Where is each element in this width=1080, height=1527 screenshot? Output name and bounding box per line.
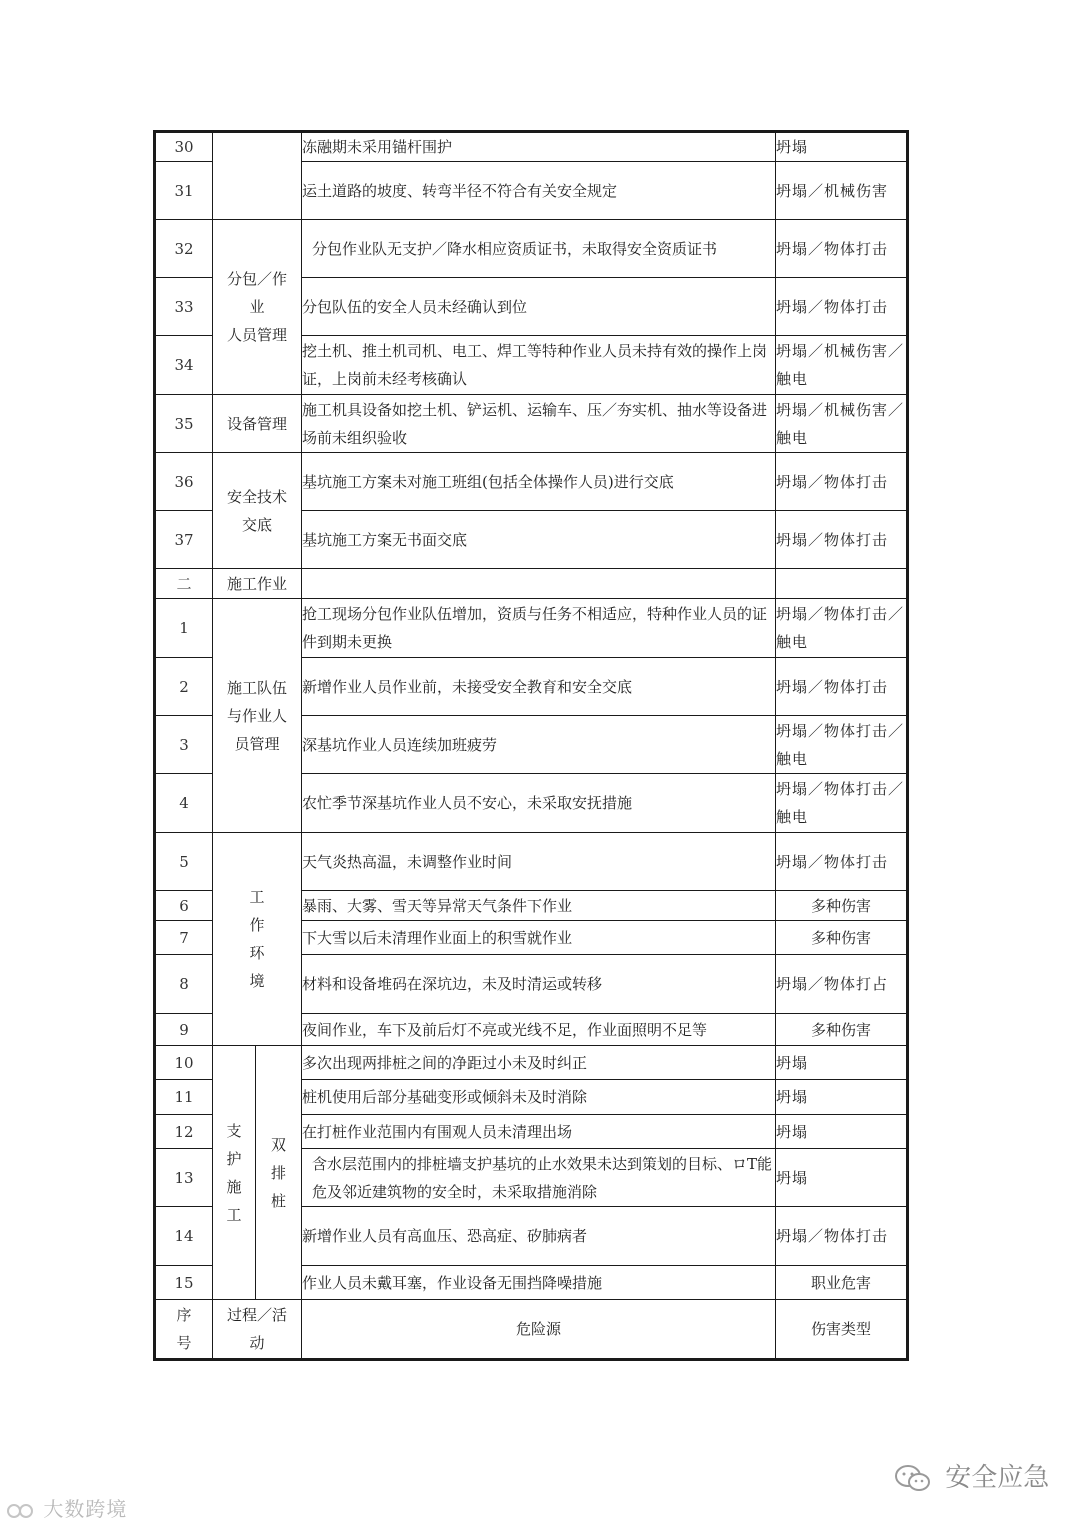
- row-number: 8: [155, 955, 213, 1014]
- row-number: 11: [155, 1080, 213, 1115]
- harm-type-cell: 坍塌／物体打击／触电: [776, 716, 908, 774]
- section-empty-type: [776, 569, 908, 599]
- process-subcontract: 分包／作 业 人员管理: [213, 220, 302, 395]
- table-row: [155, 220, 908, 278]
- table-row: [155, 132, 908, 162]
- row-number: 2: [155, 658, 213, 716]
- watermark-left-text: 大数跨境: [43, 1497, 128, 1521]
- hazard-table: [153, 130, 909, 1361]
- harm-type-cell: 坍塌／物体打击: [776, 658, 908, 716]
- hazard-cell: 新增作业人员作业前，未接受安全教育和安全交底: [302, 658, 776, 716]
- harm-type-cell: 坍塌／物体打击: [776, 1207, 908, 1266]
- table-row: [155, 833, 908, 891]
- hazard-cell: 暴雨、大雾、雪天等异常天气条件下作业: [302, 891, 776, 921]
- row-number: 14: [155, 1207, 213, 1266]
- hazard-cell: 基坑施工方案无书面交底: [302, 511, 776, 569]
- header-process: 过程／活 动: [213, 1300, 302, 1360]
- hazard-cell: 作业人员未戴耳塞，作业设备无围挡降噪措施: [302, 1266, 776, 1300]
- table-row: [155, 453, 908, 511]
- watermark-right: [893, 1457, 1049, 1495]
- row-number: 35: [155, 395, 213, 453]
- hazard-cell: 在打桩作业范围内有围观人员未清理出场: [302, 1115, 776, 1149]
- harm-type-cell: 坍塌／物体打击: [776, 278, 908, 336]
- row-number: 5: [155, 833, 213, 891]
- section-row: [155, 569, 908, 599]
- harm-type-cell: 坍塌／机械伤害／触电: [776, 336, 908, 395]
- row-number: 12: [155, 1115, 213, 1149]
- hazard-cell: 多次出现两排桩之间的净距过小未及时纠正: [302, 1046, 776, 1080]
- hazard-cell: 运土道路的坡度、转弯半径不符合有关安全规定: [302, 162, 776, 220]
- hazard-cell: 施工机具设备如挖土机、铲运机、运输车、压／夯实机、抽水等设备进场前未组织验收: [302, 395, 776, 453]
- harm-type-cell: 坍塌／物体打击: [776, 833, 908, 891]
- row-number: 37: [155, 511, 213, 569]
- hazard-cell: 下大雪以后未清理作业面上的积雪就作业: [302, 921, 776, 955]
- brand-logo-icon: [6, 1500, 36, 1522]
- row-number: 30: [155, 132, 213, 162]
- header-harm-type: 伤害类型: [776, 1300, 908, 1360]
- section-number: 二: [155, 569, 213, 599]
- hazard-cell: 新增作业人员有高血压、恐高症、矽肺病者: [302, 1207, 776, 1266]
- wechat-icon: [893, 1463, 933, 1495]
- hazard-cell: 冻融期未采用锚杆围护: [302, 132, 776, 162]
- header-seq: 序 号: [155, 1300, 213, 1360]
- process-work-env: 工 作 环 境: [213, 833, 302, 1046]
- harm-type-cell: 多种伤害: [776, 1014, 908, 1046]
- table-header-row: [155, 1300, 908, 1360]
- harm-type-cell: 坍塌／物体打击: [776, 511, 908, 569]
- row-number: 4: [155, 774, 213, 833]
- process-support: 支 护 施 工: [213, 1046, 256, 1300]
- row-number: 7: [155, 921, 213, 955]
- row-number: 9: [155, 1014, 213, 1046]
- row-number: 15: [155, 1266, 213, 1300]
- row-number: 13: [155, 1149, 213, 1207]
- row-number: 32: [155, 220, 213, 278]
- hazard-cell: 农忙季节深基坑作业人员不安心，未采取安抚措施: [302, 774, 776, 833]
- section-label: 施工作业: [213, 569, 302, 599]
- hazard-cell: 桩机使用后部分基础变形或倾斜未及时消除: [302, 1080, 776, 1115]
- harm-type-cell: 职业危害: [776, 1266, 908, 1300]
- hazard-cell: 材料和设备堆码在深坑边，未及时清运或转移: [302, 955, 776, 1014]
- harm-type-cell: 多种伤害: [776, 891, 908, 921]
- process-cell-empty: [213, 132, 302, 220]
- watermark-right-text: 安全应急: [945, 1463, 1050, 1493]
- hazard-cell: 抢工现场分包作业队伍增加，资质与任务不相适应，特种作业人员的证件到期未更换: [302, 599, 776, 658]
- row-number: 31: [155, 162, 213, 220]
- row-number: 10: [155, 1046, 213, 1080]
- hazard-cell: 分包队伍的安全人员未经确认到位: [302, 278, 776, 336]
- harm-type-cell: 坍塌／物体打击／触电: [776, 774, 908, 833]
- harm-type-cell: 坍塌／物体打击: [776, 453, 908, 511]
- row-number: 1: [155, 599, 213, 658]
- harm-type-cell: 坍塌／物体打击／触电: [776, 599, 908, 658]
- harm-type-cell: 坍塌／物体打占: [776, 955, 908, 1014]
- watermark-left: [6, 1493, 127, 1522]
- harm-type-cell: 坍塌／机械伤害／触电: [776, 395, 908, 453]
- table-row: [155, 395, 908, 453]
- hazard-cell: 基坑施工方案未对施工班组(包括全体操作人员)进行交底: [302, 453, 776, 511]
- harm-type-cell: 坍塌／物体打击: [776, 220, 908, 278]
- hazard-cell: 深基坑作业人员连续加班疲劳: [302, 716, 776, 774]
- row-number: 3: [155, 716, 213, 774]
- process-team-mgmt: 施工队伍 与作业人 员管理: [213, 599, 302, 833]
- table-row: [155, 1046, 908, 1080]
- process-tech-brief: 安全技术 交底: [213, 453, 302, 569]
- row-number: 33: [155, 278, 213, 336]
- harm-type-cell: 坍塌: [776, 1080, 908, 1115]
- row-number: 36: [155, 453, 213, 511]
- table-row: [155, 599, 908, 658]
- hazard-cell: 含水层范围内的排桩墙支护基坑的止水效果未达到策划的目标、ロT能危及邻近建筑物的安全时，未采取措施消除: [302, 1149, 776, 1207]
- process-equipment: 设备管理: [213, 395, 302, 453]
- harm-type-cell: 坍塌／机械伤害: [776, 162, 908, 220]
- harm-type-cell: 坍塌: [776, 1149, 908, 1207]
- row-number: 34: [155, 336, 213, 395]
- harm-type-cell: 坍塌: [776, 1046, 908, 1080]
- row-number: 6: [155, 891, 213, 921]
- hazard-cell: 分包作业队无支护／降水相应资质证书，未取得安全资质证书: [302, 220, 776, 278]
- header-hazard: 危险源: [302, 1300, 776, 1360]
- hazard-cell: 挖土机、推土机司机、电工、焊工等特种作业人员未持有效的操作上岗证，上岗前未经考核确认: [302, 336, 776, 395]
- process-double-pile: 双 排 桩: [256, 1046, 302, 1300]
- harm-type-cell: 坍塌: [776, 132, 908, 162]
- harm-type-cell: 多种伤害: [776, 921, 908, 955]
- hazard-cell: 夜间作业，车下及前后灯不亮或光线不足，作业面照明不足等: [302, 1014, 776, 1046]
- section-empty-hazard: [302, 569, 776, 599]
- harm-type-cell: 坍塌: [776, 1115, 908, 1149]
- hazard-cell: 天气炎热高温，未调整作业时间: [302, 833, 776, 891]
